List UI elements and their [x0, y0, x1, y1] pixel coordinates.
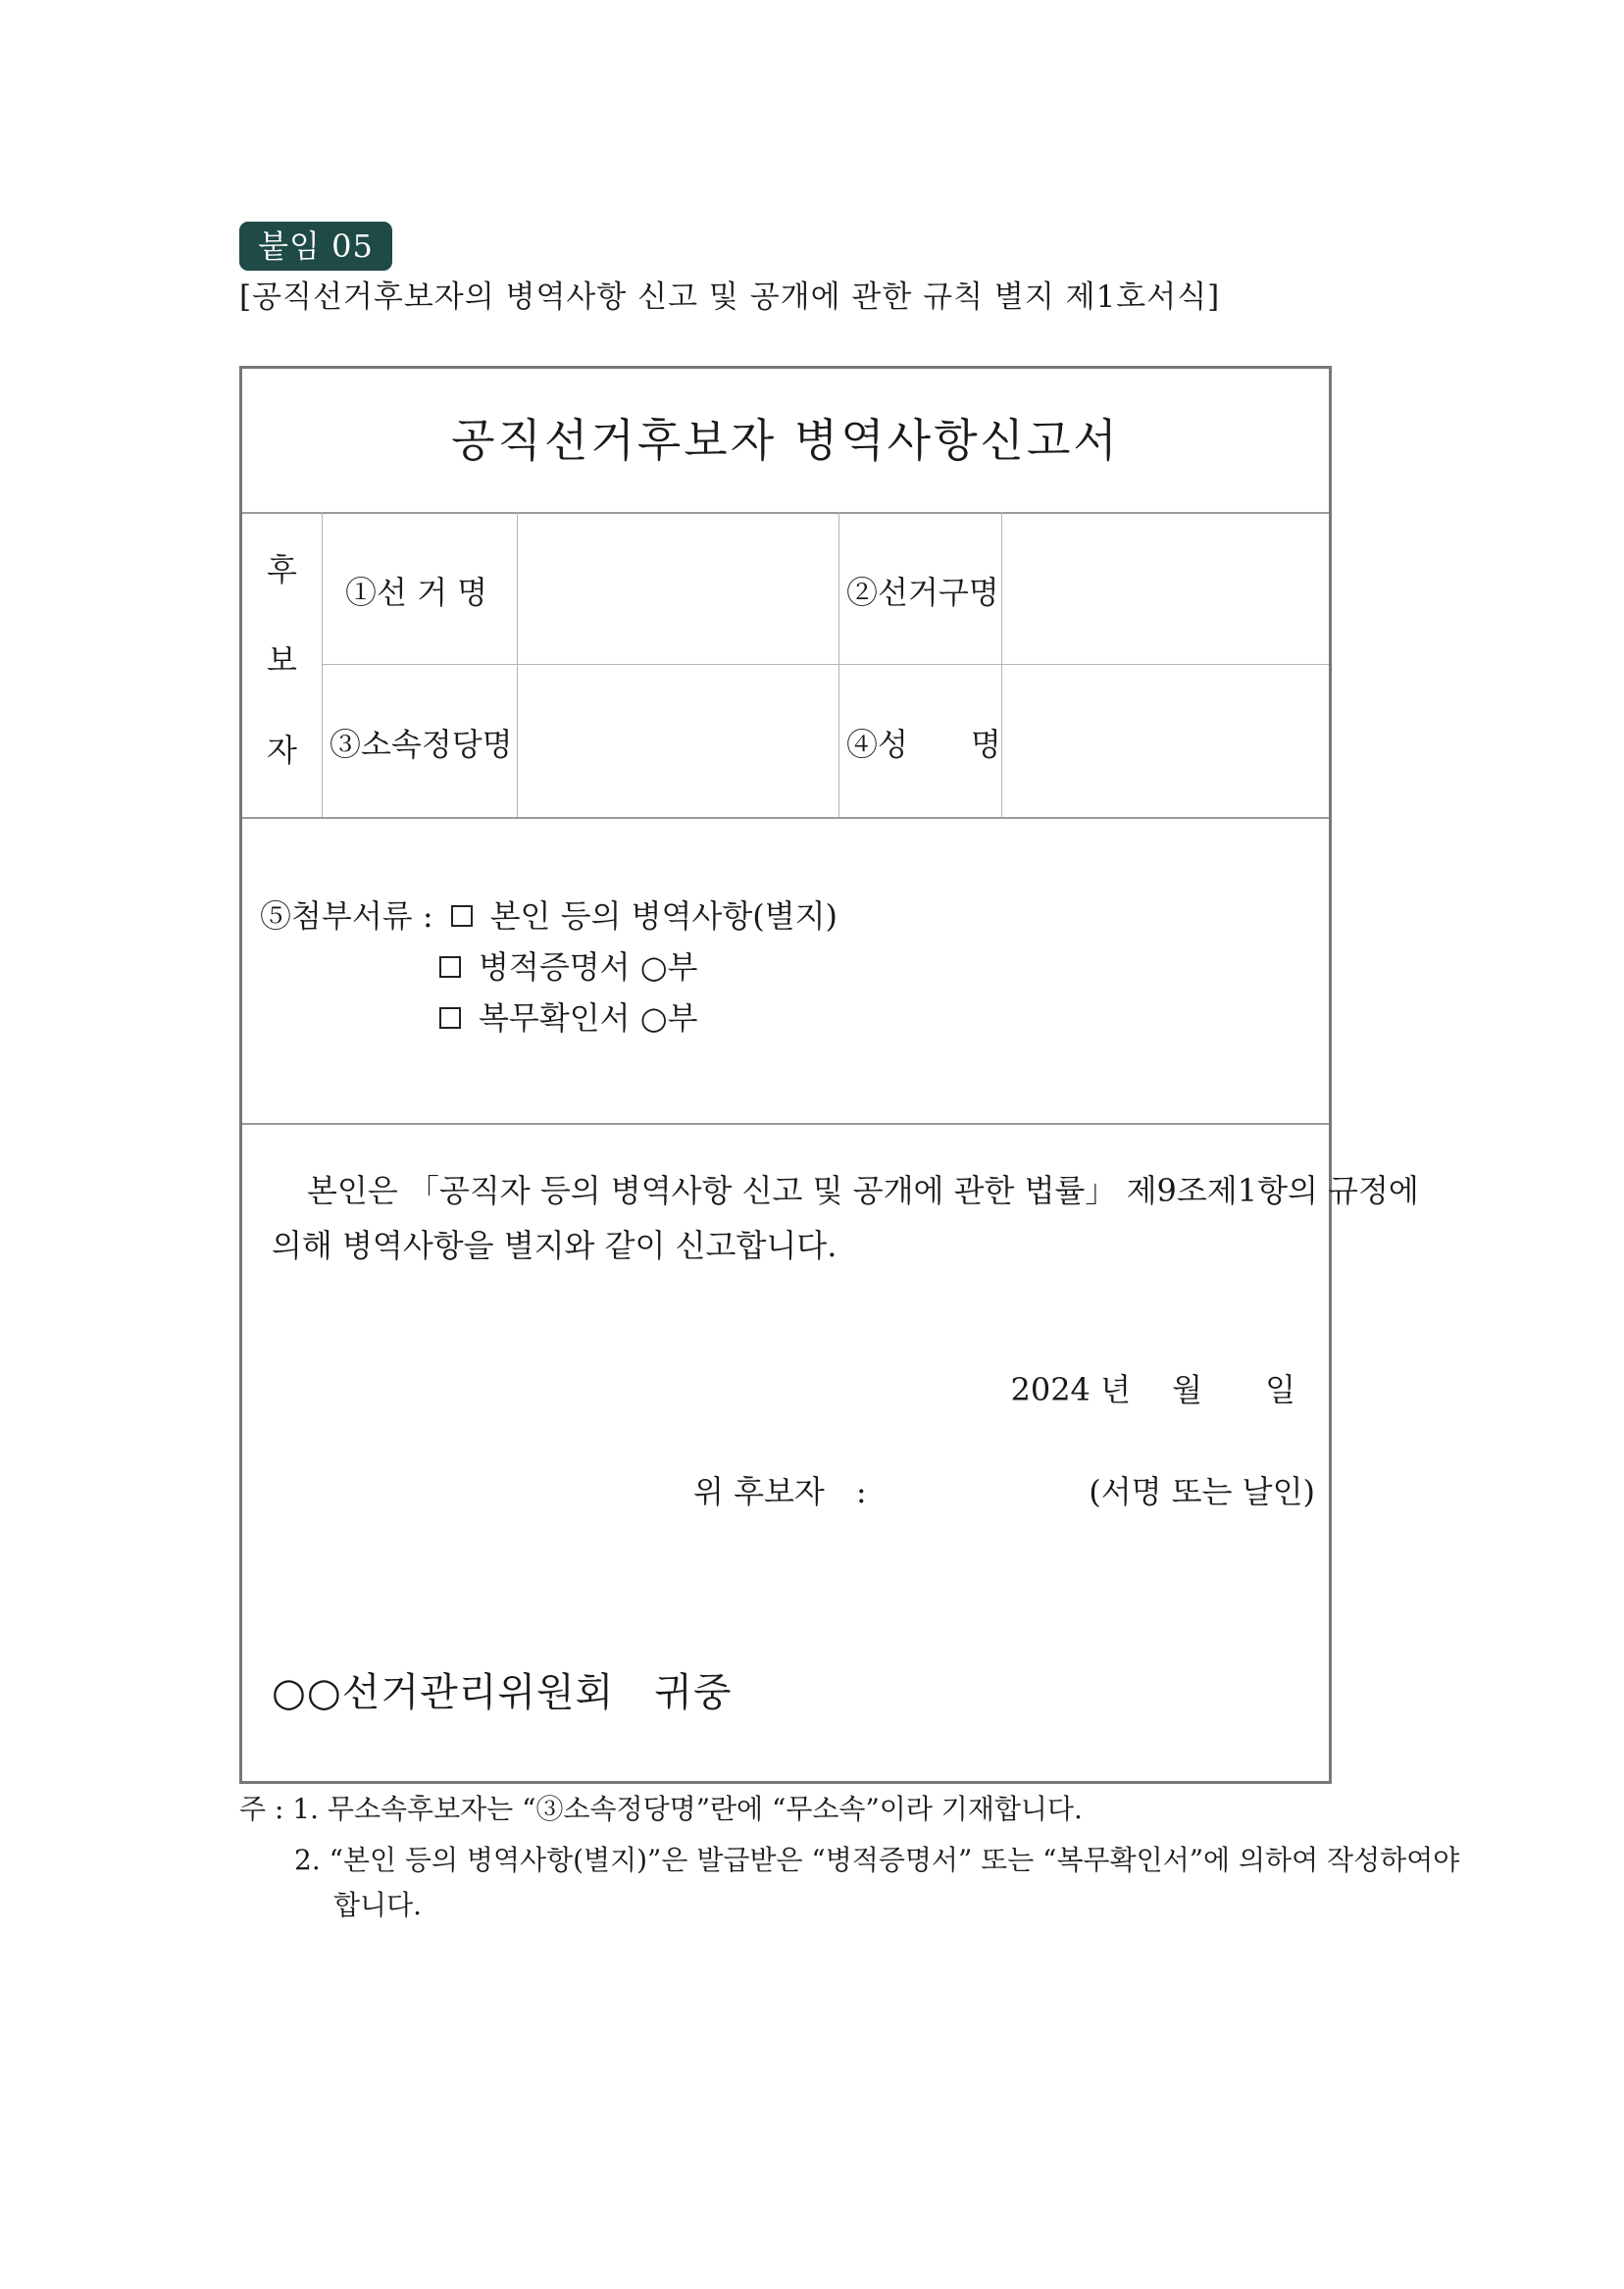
candidate-label-char: 후	[267, 551, 297, 588]
divider	[838, 512, 839, 817]
attachment-checkbox[interactable]	[439, 956, 461, 978]
date-line: 2024 년 월 일	[1010, 1371, 1295, 1408]
signature-line	[693, 1467, 1315, 1512]
election-name-label: ①선 거 명	[345, 574, 488, 611]
attachment-checkbox[interactable]	[439, 1007, 461, 1029]
district-name-label: ②선거구명	[846, 574, 999, 611]
form-title: 공직선거후보자 병역사항신고서	[451, 414, 1120, 467]
divider	[242, 817, 1329, 819]
footnote-continuation: 합니다.	[333, 1889, 423, 1921]
declaration-line: 의해 병역사항을 별지와 같이 신고합니다.	[272, 1227, 837, 1264]
attachment-item: 본인 등의 병역사항(별지)	[489, 897, 838, 935]
addressee: ○○선거관리위원회 귀중	[272, 1670, 733, 1715]
candidate-label-char: 자	[267, 732, 297, 769]
attachment-checkbox[interactable]	[451, 905, 473, 927]
divider	[322, 512, 323, 817]
divider	[242, 1123, 1329, 1125]
attachment-item: 복무확인서 ○부	[479, 999, 698, 1037]
attachment-badge: 붙임 05	[239, 222, 392, 271]
party-name-label: ③소속정당명	[330, 726, 513, 763]
declaration-form	[239, 366, 1419, 1784]
attachment-item: 병적증명서 ○부	[479, 948, 698, 986]
form-reference-subtitle: [공직선거후보자의 병역사항 신고 및 공개에 관한 규칙 별지 제1호서식]	[239, 280, 1221, 315]
footnotes	[239, 1787, 1459, 1928]
declaration-text	[272, 1163, 1419, 1273]
full-name-label: ④성 명	[846, 726, 1001, 763]
divider	[322, 664, 1329, 665]
election-name-field[interactable]	[519, 514, 837, 663]
attachments-label: ⑤첨부서류 :	[260, 897, 433, 935]
attachments-section	[260, 890, 837, 1043]
candidate-label-char: 보	[267, 641, 297, 679]
district-name-field[interactable]	[1003, 514, 1329, 663]
full-name-field[interactable]	[1003, 666, 1329, 816]
footnote: 2. “본인 등의 병역사항(별지)”은 발급받은 “병적증명서” 또는 “복무확인서”에 의하여 작성하여야	[294, 1844, 1460, 1876]
declaration-line: 본인은 「공직자 등의 병역사항 신고 및 공개에 관한 법률」 제9조제1항의 규정에	[307, 1172, 1419, 1209]
signature-note: (서명 또는 날인)	[1089, 1473, 1315, 1510]
divider	[517, 512, 518, 817]
signer-label: 위 후보자 :	[693, 1473, 867, 1510]
party-name-field[interactable]	[519, 666, 837, 816]
divider	[1001, 512, 1002, 817]
footnote: 주 : 1. 무소속후보자는 “③소속정당명”란에 “무소속”이라 기재합니다.	[239, 1793, 1083, 1825]
